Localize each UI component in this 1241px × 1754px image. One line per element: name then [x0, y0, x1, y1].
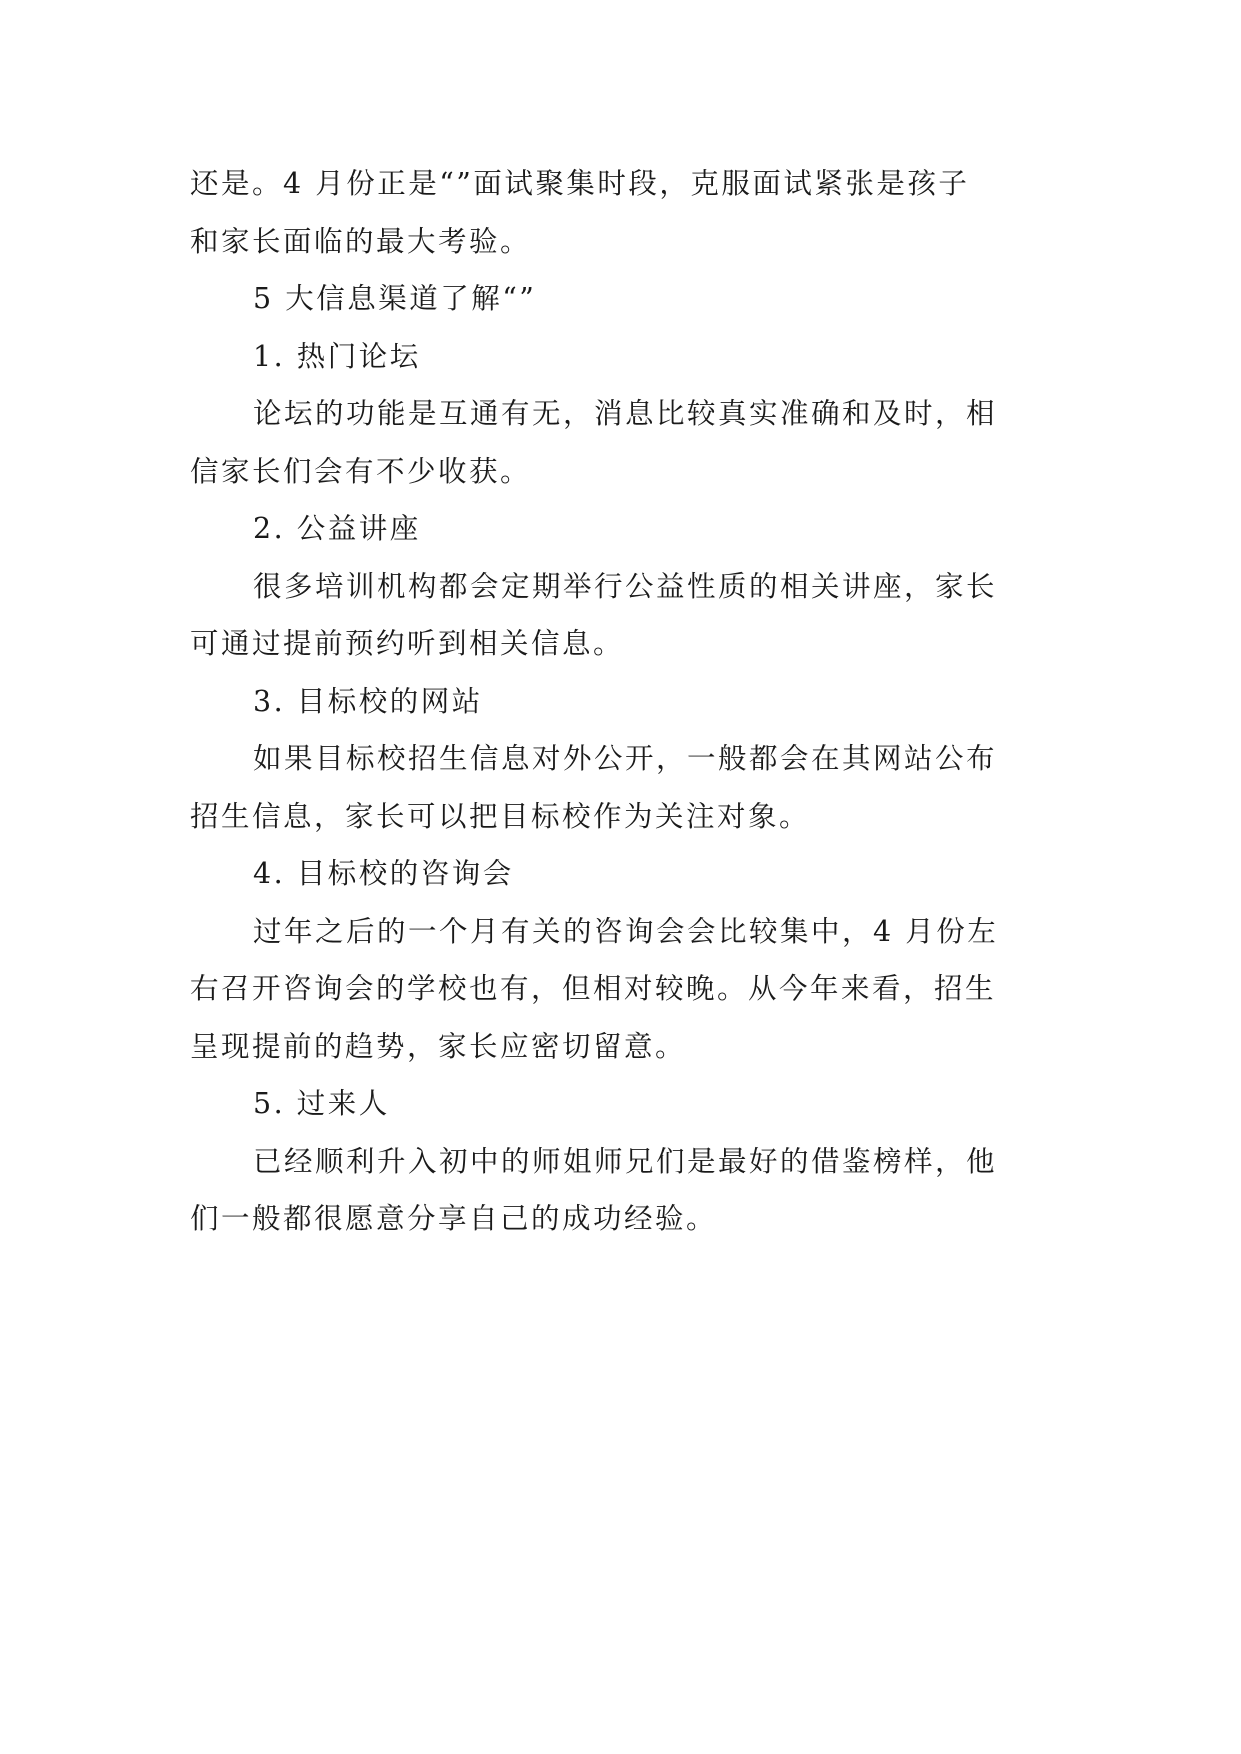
text-line-9: 可通过提前预约听到相关信息。 [190, 627, 625, 660]
text-line-14: 过年之后的一个月有关的咨询会会比较集中，4 月份左 [253, 914, 999, 948]
text-line-18: 已经顺利升入初中的师姐师兄们是最好的借鉴榜样，他 [253, 1144, 998, 1178]
text-line-1: 还是。4 月份正是“”面试聚集时段，克服面试紧张是孩子 [190, 167, 970, 200]
list-heading-3: 3. 目标校的网站 [253, 684, 483, 718]
document-body [190, 155, 1052, 1248]
text-line-19: 们一般都很愿意分享自己的成功经验。 [190, 1202, 718, 1235]
list-heading-2: 2. 公益讲座 [253, 512, 421, 545]
list-heading-1: 1. 热门论坛 [253, 339, 421, 373]
list-heading-4: 4. 目标校的咨询会 [253, 857, 514, 890]
text-line-8: 很多培训机构都会定期举行公益性质的相关讲座，家长 [253, 569, 998, 603]
text-line-2: 和家长面临的最大考验。 [190, 224, 532, 258]
text-line-12: 招生信息，家长可以把目标校作为关注对象。 [190, 799, 811, 833]
list-heading-5: 5. 过来人 [253, 1087, 390, 1120]
text-line-6: 信家长们会有不少收获。 [190, 454, 532, 488]
section-heading-info-channels: 5 大信息渠道了解“” [253, 282, 537, 315]
text-line-15: 右召开咨询会的学校也有，但相对较晚。从今年来看，招生 [190, 972, 997, 1005]
text-line-16: 呈现提前的趋势，家长应密切留意。 [190, 1029, 687, 1063]
text-line-11: 如果目标校招生信息对外公开，一般都会在其网站公布 [253, 742, 998, 775]
text-line-5: 论坛的功能是互通有无，消息比较真实准确和及时，相 [253, 397, 998, 430]
